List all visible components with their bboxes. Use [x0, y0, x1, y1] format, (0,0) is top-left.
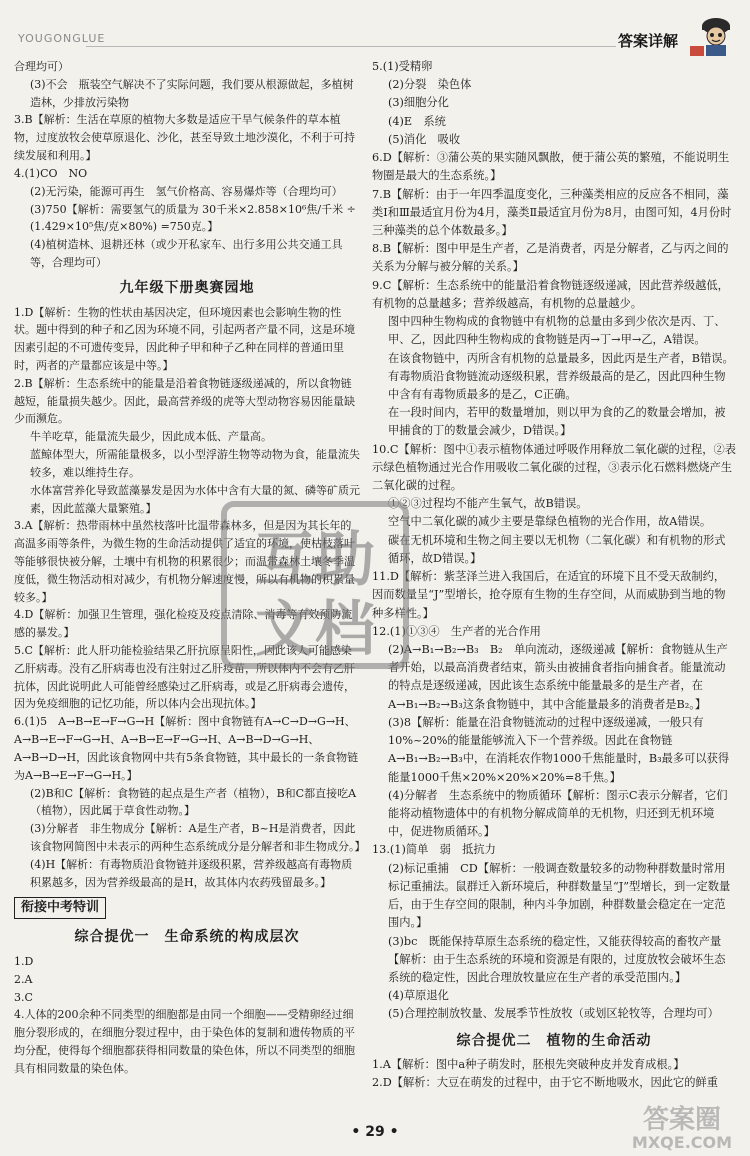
answer-line: 9.C【解析：生态系统中的能量沿着食物链逐级递减，因此营养级越低，有机物的总量越多；营养级越高，有机物的总量越少。: [372, 278, 729, 310]
answer-line: 碳在无机环境和生物之间主要以无机物（二氧化碳）和有机物的形式循环，故D错误。】: [388, 533, 726, 565]
answer-line: ①②③过程均不能产生氧气，故B错误。: [388, 497, 588, 511]
answer-line: 5.C【解析：此人肝功能检验结果乙肝抗原呈阳性，因此该人可能感染乙肝病毒。没有乙肝病毒也没有注射过乙肝疫苗，所以体内不会有乙肝抗体，因此说明此人可能曾经感染过乙肝病毒，或是乙肝病毒会遗传，因为免疫细胞的记忆功能，所以体内会出现抗体。】: [14, 644, 355, 711]
answer-line: (3)8【解析：能量在沿食物链流动的过程中逐级递减，一般只有10%~20%的能量能够流入下一个营养级。因此在食物链A→B₁→B₂→B₃中，在消耗农作物1000千焦能量时，B₃最多可以获得能量1000千焦×20%×20%×20%=8千焦。】: [388, 715, 730, 784]
answer-line: 6.D【解析：③蒲公英的果实随风飘散，便于蒲公英的繁殖，不能说明生物圈是最大的生态系统。】: [372, 151, 730, 183]
answer-line: (4)植树造林、退耕还林（或少开私家车、出行多用公共交通工具等，合理均可）: [30, 238, 343, 269]
mascot-icon: [688, 8, 740, 56]
watermark-stamp-icon: [220, 500, 410, 670]
left-section-box: [14, 891, 360, 921]
answer-line: (2)A→B₁→B₂→B₃ B₂ 单向流动，逐级递减【解析：食物链从生产者开始，以最高消费者结束，箭头由被捕食者指向捕食者。能量流动的特点是逐级递减，因此该生态系统中能量最多的是生产者，在A→B₁→B₂→B₃这条食物链中，其中含能量最多的消费者是B₂。】: [388, 643, 728, 711]
answer-line: 在该食物链中，丙所含有机物的总量最多，因此丙是生产者，B错误。: [388, 351, 734, 365]
answer-line: 5.(1)受精卵: [372, 60, 433, 73]
answer-line: 1.A【解析：图中a种子萌发时，胚根先突破种皮并发育成根。】: [372, 1057, 685, 1071]
answer-line: 3.A【解析：热带雨林中虽然枝落叶比温带森林多，但是因为其长年的高温多雨等条件，为微生物的生命活动提供了适宜的环境，使枯枝落叶等能够很快被分解，土壤中有机物的积累很少；而温带森林土壤冬季温度低，微生物活动相对减少，有机物分解速度慢，所以有机物的积累量较多。】: [14, 519, 355, 604]
answer-line: (4)分解者 生态系统中的物质循环【解析：图示C表示分解者，它们能将动植物遗体中的有机物分解成简单的无机物，归还到无机环境中，促进物质循环。】: [388, 788, 728, 839]
answer-line: 1.D【解析：生物的性状由基因决定，但环境因素也会影响生物的性状。题中得到的种子和乙因为环境不同，引起两者产量不同，这是环境因素引起的不可遗传变异，因此种子甲和种子乙种在同样的普通田里时，两者的产量都应该是中等。】: [14, 305, 355, 372]
answer-line: 2.A: [14, 972, 33, 986]
header-title: 答案详解: [618, 32, 679, 50]
answer-line: 11.D【解析：紫茎泽兰进入我国后，在适宜的环境下且不受天敌制约，因而数量呈“J”型增长，抢夺原有生物的生存空间，从而威胁到当地的物种多样性。】: [372, 570, 726, 620]
answer-line: (3)750【解析：需要氢气的质量为 30千米×2.858×10⁶焦/千米 ÷ (1.429×10⁵焦/克×80%) =750克。】: [30, 202, 356, 234]
answer-line: 3.C: [14, 990, 33, 1004]
answer-line: 蓝鲸体型大，所需能量极多，以小型浮游生物等动物为食，能量流失较多，难以维持生存。: [30, 448, 360, 479]
answer-line: (4)E 系统: [388, 114, 446, 128]
answer-line: 空气中二氧化碳的减少主要是靠绿色植物的光合作用，故A错误。: [388, 515, 712, 529]
answer-line: (4)H【解析：有毒物质沿食物链并逐级积累，营养级越高有毒物质积累越多，因为营养级最高的是H，故其体内农药残留最多。】: [30, 857, 353, 889]
answer-line: 7.B【解析：由于一年四季温度变化，三种藻类相应的反应各不相同，藻类Ⅰ和Ⅲ最适宜月份为4月，藻类Ⅱ最适宜月份为8月，由图可知，4月份时三种藻类的总个体数最多。】: [372, 187, 732, 237]
svg-text:互助: 互助: [255, 525, 375, 595]
answer-line: (2)分裂 染色体: [388, 78, 472, 92]
page-header: [0, 0, 750, 56]
answer-line: (3)分解者 非生物成分【解析：A是生产者，B~H是消费者，因此该食物网简图中未表示的两种生态系统成分是分解者和非生物成分。】: [30, 822, 366, 853]
answer-line: (3)细胞分化: [388, 96, 449, 110]
answer-line: (5)消化 吸收: [388, 132, 461, 146]
answer-line: 在一段时间内，若甲的数量增加，则以甲为食的乙的数量会增加，被甲捕食的丁的数量会减少，D错误。】: [388, 406, 726, 438]
answer-line: 4.人体的200余种不同类型的细胞都是由同一个细胞——受精卵经过细胞分裂形成的，在细胞分裂过程中，由于染色体的复制和遗传物质的平均分配，使得每个细胞都获得相同数量的染色体，所以不同类型的细胞具有相同数量的染色体。: [14, 1008, 355, 1075]
answer-line: 牛羊吃草，能量流失最少，因此成本低、产量高。: [30, 430, 272, 444]
answer-line: 2.B【解析：生态系统中的能量是沿着食物链逐级递减的，所以食物链越短，能量损失越少。因此，最高营养级的虎等大型动物容易因能量缺少而濒危。: [14, 376, 355, 426]
answer-line: (2)无污染，能源可再生 氢气价格高、容易爆炸等（合理均可）: [30, 184, 343, 198]
answer-line: 4.(1)CO NO: [14, 166, 88, 180]
answer-line: (3)不会 瓶装空气解决不了实际问题，我们要从根源做起，多植树造林，少排放污染物: [30, 77, 354, 109]
section-heading: 九年级下册奥赛园地: [119, 279, 255, 296]
answer-watermark-icon: [618, 1098, 746, 1154]
right-column: [372, 58, 736, 1092]
svg-text:答案圈: 答案圈: [642, 1105, 722, 1135]
svg-text:MXQE.COM: MXQE.COM: [631, 1133, 733, 1152]
answer-line: 12.(1)①③④ 生产者的光合作用: [372, 624, 541, 638]
answer-line: (2)标记重捕 CD【解析：一般调查数量较多的动物种群数量时常用标记重捕法。鼠群迁入新环境后，种群数量呈“J”型增长，到一定数量后，由于生存空间的限制，种内斗争加剧，种群数量会稳定在一定范围内。】: [388, 861, 731, 930]
svg-text:文档: 文档: [255, 595, 375, 665]
answer-line: 3.B【解析：生活在草原的植物大多数是适应干旱气候条件的草本植物，过度放牧会使草原退化、沙化，甚至导致土地沙漠化，不利于可持续发展和利用。】: [14, 113, 355, 163]
header-rule: [86, 46, 616, 47]
answer-line: 4.D【解析：加强卫生管理，强化检疫及疫点清除、消毒等有效预防流感的暴发。】: [14, 608, 353, 640]
section-heading: 综合提优一 生命系统的构成层次: [74, 929, 300, 946]
answer-line: 13.(1)简单 弱 抵抗力: [372, 843, 496, 857]
answer-line: 有毒物质沿食物链流动逐级积累，营养级最高的是乙，因此四种生物中含有有毒物质最多的是乙，C正确。: [388, 369, 726, 401]
answer-line: 2.D【解析：大豆在萌发的过程中，由于它不断地吸水，因此它的鲜重: [372, 1076, 719, 1090]
answer-line: 水体富营养化导致蓝藻暴发是因为水体中含有大量的氮、磷等矿质元素，因此蓝藻大量繁殖。】: [30, 483, 360, 515]
page-number: • 29 •: [351, 1124, 399, 1140]
answer-line: (2)B和C【解析：食物链的起点是生产者（植物），B和C都直接吃A（植物），因此属于草食性动物。】: [30, 786, 357, 818]
answer-line: 8.B【解析：图中甲是生产者，乙是消费者，丙是分解者，乙与丙之间的关系为分解与被分解的关系。】: [372, 242, 729, 274]
answer-line: (5)合理控制放牧量、发展季节性放牧（或划区轮牧等，合理均可）: [388, 1007, 719, 1021]
answer-line: 10.C【解析：图中①表示植物体通过呼吸作用释放二氧化碳的过程，②表示绿色植物通过光合作用吸收二氧化碳的过程，③表示化石燃料燃烧产生二氧化碳的过程。: [372, 442, 736, 493]
answer-line: (3)bc 既能保持草原生态系统的稳定性，又能获得较高的畜牧产量【解析：由于生态系统的环境和资源是有限的，过度放牧会破坏生态系统的稳定性，因此合理放牧量应在生产者的承受范围内。】: [388, 934, 726, 984]
answer-line: 合理均可）: [14, 60, 69, 73]
section-box-title: 衔接中考特训: [14, 897, 106, 919]
brand-label: YOUGONGLUE: [18, 32, 106, 45]
answer-line: (4)草原退化: [388, 989, 449, 1003]
section-heading: 综合提优二 植物的生命活动: [456, 1032, 652, 1049]
answer-line: 1.D: [14, 955, 34, 968]
answer-line: 6.(1)5 A→B→E→F→G→H【解析：图中食物链有A→C→D→G→H、A→B→E→F→G→H、A→B→E→F→G→H、A→B→D→G→H、A→B→D→H，因此该食物网中共有5条食物链，其中最长的一条食物链为A→B→E→F→G→H。】: [14, 715, 359, 782]
answer-line: 图中四种生物构成的食物链中有机物的总量由多到少依次是丙、丁、甲、乙，因此四种生物构成的食物链是丙→丁→甲→乙，A错误。: [388, 315, 726, 347]
